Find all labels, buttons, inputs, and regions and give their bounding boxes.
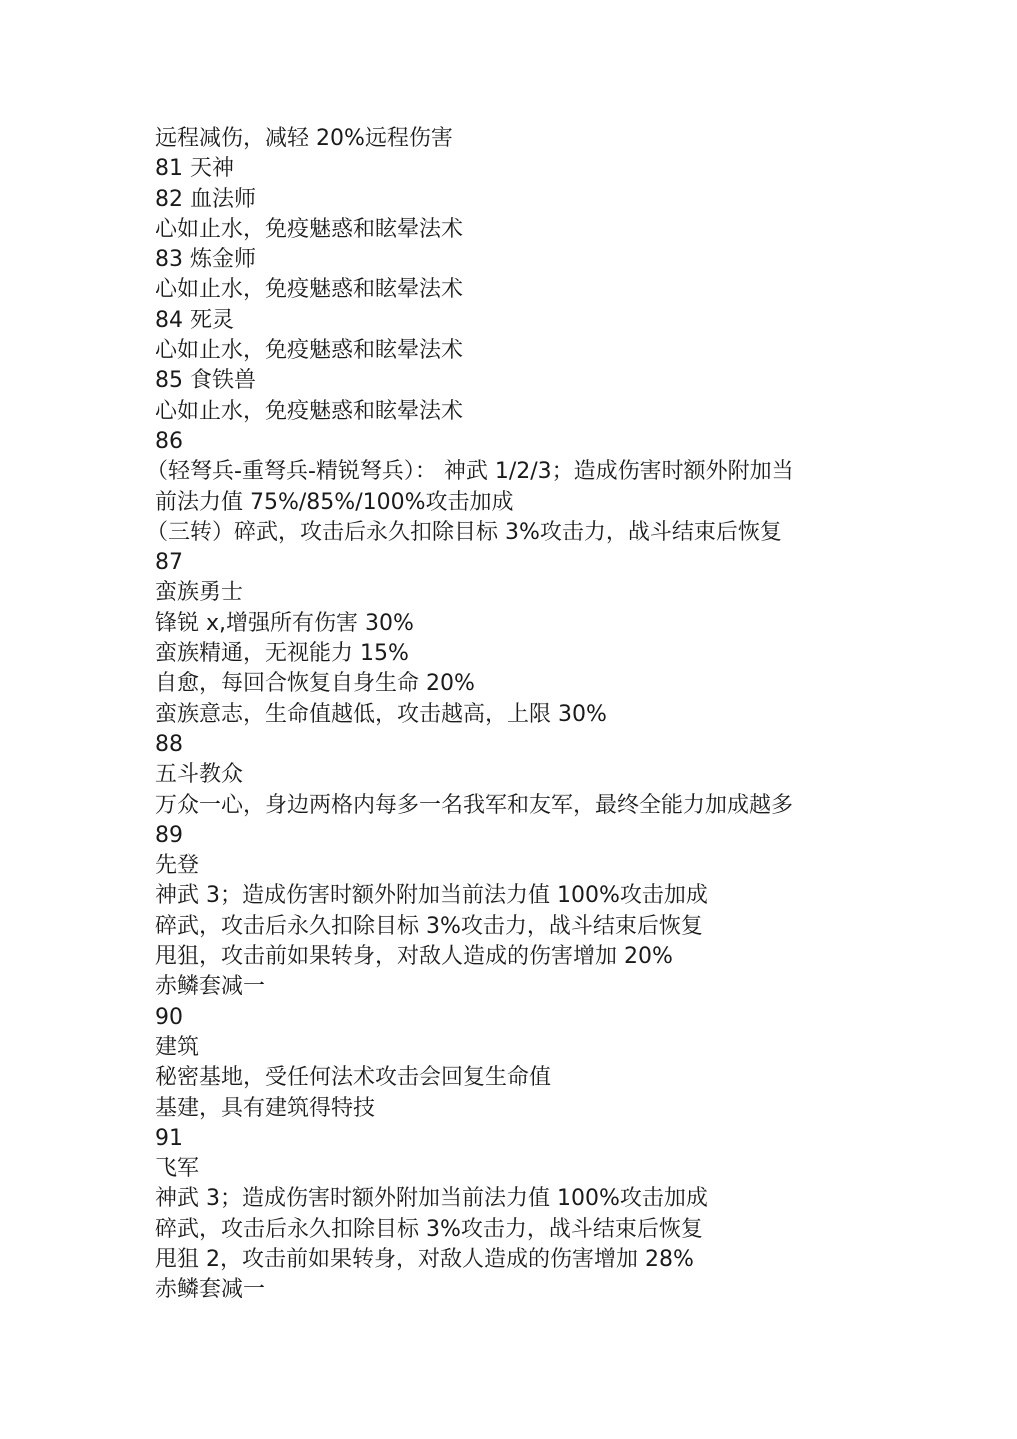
- document-body: [146, 124, 875, 1306]
- text-line: 碎武，攻击后永久扣除目标 3%攻击力，战斗结束后恢复: [155, 1216, 703, 1242]
- text-line: 万众一心，身边两格内每多一名我军和友军，最终全能力加成越多: [155, 792, 794, 818]
- text-line: 自愈，每回合恢复自身生命 20%: [155, 671, 475, 697]
- text-line: 89: [155, 822, 183, 848]
- text-line: 飞军: [155, 1156, 200, 1182]
- text-line: 84 死灵: [155, 307, 234, 333]
- text-line: 蛮族意志，生命值越低，攻击越高，上限 30%: [155, 701, 607, 727]
- text-line: 前法力值 75%/85%/100%攻击加成: [155, 489, 514, 515]
- text-line: 锋锐 x,增强所有伤害 30%: [155, 610, 414, 636]
- text-line: 甩狙 2，攻击前如果转身，对敌人造成的伤害增加 28%: [155, 1246, 694, 1272]
- text-line: 88: [155, 731, 183, 757]
- text-line: 建筑: [155, 1034, 200, 1060]
- text-line: 神武 3；造成伤害时额外附加当前法力值 100%攻击加成: [155, 1186, 708, 1212]
- text-line: 85 食铁兽: [155, 368, 256, 394]
- text-line: 赤鳞套减一: [155, 1277, 266, 1303]
- text-line: 87: [155, 550, 183, 576]
- text-line: 五斗教众: [155, 762, 244, 788]
- text-line: 蛮族精通，无视能力 15%: [155, 641, 409, 667]
- text-line: 81 天神: [155, 156, 234, 182]
- text-line: 基建，具有建筑得特技: [155, 1095, 376, 1121]
- text-line: 甩狙，攻击前如果转身，对敌人造成的伤害增加 20%: [155, 944, 673, 970]
- text-line: 心如止水，免疫魅惑和眩晕法术: [155, 216, 464, 242]
- text-line: 83 炼金师: [155, 247, 256, 273]
- text-line: 秘密基地，受任何法术攻击会回复生命值: [155, 1065, 552, 1091]
- text-line: 心如止水，免疫魅惑和眩晕法术: [155, 338, 464, 364]
- text-line: 赤鳞套减一: [155, 974, 266, 1000]
- text-line: 先登: [155, 853, 200, 879]
- text-line: 碎武，攻击后永久扣除目标 3%攻击力，战斗结束后恢复: [155, 913, 703, 939]
- text-line: 82 血法师: [155, 186, 256, 212]
- text-line: （三转）碎武，攻击后永久扣除目标 3%攻击力，战斗结束后恢复: [146, 519, 782, 545]
- text-line: （轻弩兵-重弩兵-精锐弩兵）： 神武 1/2/3；造成伤害时额外附加当: [146, 459, 794, 485]
- text-line: 90: [155, 1004, 183, 1030]
- text-line: 蛮族勇士: [155, 580, 244, 606]
- text-line: 神武 3；造成伤害时额外附加当前法力值 100%攻击加成: [155, 883, 708, 909]
- text-line: 91: [155, 1125, 183, 1151]
- text-line: 心如止水，免疫魅惑和眩晕法术: [155, 277, 464, 303]
- text-line: 86: [155, 428, 183, 454]
- text-line: 远程减伤，减轻 20%远程伤害: [155, 126, 453, 151]
- text-line: 心如止水，免疫魅惑和眩晕法术: [155, 398, 464, 424]
